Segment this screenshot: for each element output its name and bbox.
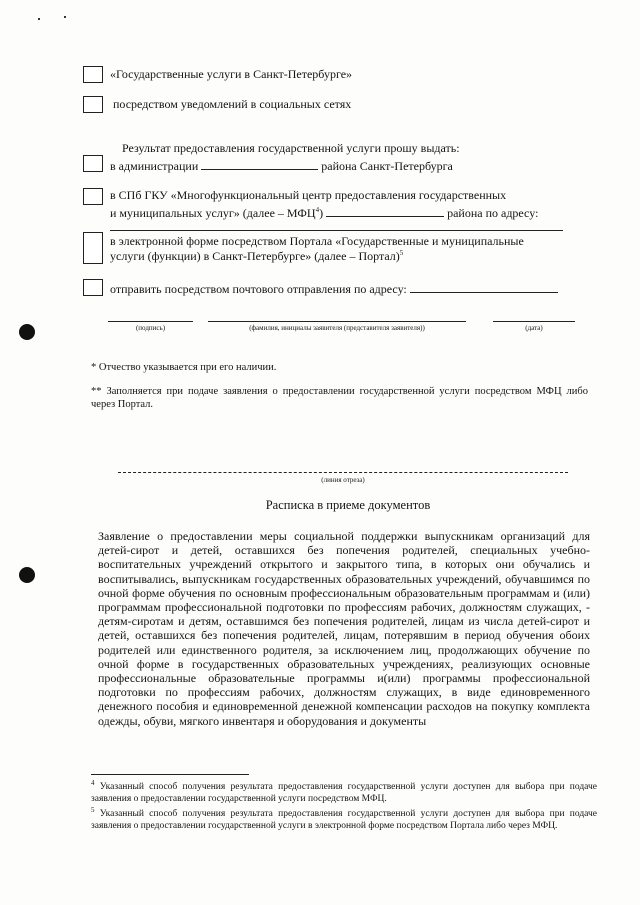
electronic-checkbox[interactable]	[83, 232, 103, 264]
admin-option	[110, 157, 453, 174]
mfc-option-line2	[110, 204, 538, 221]
mfc-checkbox[interactable]	[83, 188, 103, 205]
applicant-name-label: (фамилия, инициалы заявителя (представителя заявителя))	[249, 324, 425, 332]
footnote-separator	[91, 774, 249, 775]
mail-label: отправить посредством почтового отправления по адресу:	[110, 282, 407, 296]
portal-checkbox[interactable]	[83, 66, 103, 83]
social-option-label: посредством уведомлений в социальных сетях	[113, 97, 352, 111]
admin-checkbox[interactable]	[83, 155, 103, 172]
mfc-line2-prefix: и муниципальных услуг» (далее – МФЦ	[110, 206, 316, 220]
applicant-name-field[interactable]	[208, 321, 466, 322]
scan-speck	[38, 18, 40, 20]
date-label: (дата)	[525, 324, 543, 332]
footnote-5-text: Указанный способ получения результата предоставления государственной услуги доступен для выбора при подаче заявления о предоставлении государственной услуги в электронной форме посредством Портала либо через МФЦ.	[91, 809, 597, 831]
electronic-option-line2	[110, 249, 403, 264]
admin-suffix: района Санкт-Петербурга	[321, 159, 453, 173]
footnote-4-number: 4	[91, 778, 95, 787]
date-field[interactable]	[493, 321, 575, 322]
signature-label: (подпись)	[135, 324, 166, 332]
admin-prefix: в администрации	[110, 159, 199, 173]
footnote-ref-5: 5	[399, 249, 404, 257]
electronic-option-line1: в электронной форме посредством Портала «Государственные и муниципальные	[110, 234, 524, 248]
footnote-ref-4: 4	[315, 206, 320, 214]
mail-checkbox[interactable]	[83, 279, 103, 296]
receipt-title: Расписка в приеме документов	[265, 498, 431, 512]
footnote-5	[91, 805, 597, 832]
mfc-line2-close: )	[319, 206, 324, 220]
mail-address-field[interactable]	[410, 280, 558, 293]
district-field[interactable]	[201, 157, 318, 170]
result-heading: Результат предоставления государственной услуги прошу выдать:	[122, 141, 460, 155]
electronic-line2-text: услуги (функции) в Санкт-Петербурге» (далее – Портал)	[110, 249, 400, 263]
punch-hole	[19, 324, 35, 340]
cut-line	[118, 472, 568, 473]
footnote-5-number: 5	[91, 805, 95, 814]
mfc-district-field[interactable]	[326, 204, 444, 217]
scan-speck	[64, 16, 66, 18]
social-checkbox[interactable]	[83, 96, 103, 113]
punch-hole	[19, 567, 35, 583]
mail-option	[110, 280, 558, 297]
footnote-4-text: Указанный способ получения результата предоставления государственной услуги доступен для выбора при подаче заявления о предоставлении государственной услуги посредством МФЦ.	[91, 782, 597, 804]
mfc-line2-suffix: района по адресу:	[447, 206, 539, 220]
mfc-portal-note: ** Заполняется при подаче заявления о предоставлении государственной услуги посредством МФЦ либо через Портал.	[91, 386, 588, 410]
portal-option-label: «Государственные услуги в Санкт-Петербурге»	[110, 67, 353, 81]
receipt-body: Заявление о предоставлении меры социальной поддержки выпускникам организаций для детей-сирот и детей, оставшихся без попечения родителей, специальных учебно-воспитательных учреждений открытого и закрытого типа, в которых они обучались и воспитывались, выпускникам государственных образовательных учреждений, обучавшимся по очной форме обучения по основным профессиональным образовательным программам и (или) программам профессиональной подготовки по профессиям рабочих, должностям служащих, - детям-сиротам и детям, оставшимся без попечения родителей, лицам из числа детей-сирот и детей, оставшихся без попечения родителей, лицам, потерявшим в период обучения обоих родителей или единственного родителя, за исключением лиц, продолжающих обучение по очной форме в государственных образовательных учреждениях, реализующих основные профессиональные образовательные программы и(или) программы профессиональной подготовки по профессиям рабочих, должностям служащих, в виде единовременного денежного пособия и единовременной денежной компенсации расходов на покупку комплекта одежды, обуви, мягкого инвентаря и оборудования и документы	[98, 529, 590, 728]
signature-field[interactable]	[108, 321, 193, 322]
cut-line-label: (линия отреза)	[321, 476, 365, 484]
mfc-address-line[interactable]	[110, 230, 563, 231]
footnote-4	[91, 778, 597, 805]
patronymic-note: * Отчество указывается при его наличии.	[91, 362, 277, 373]
mfc-option-line1: в СПб ГКУ «Многофункциональный центр предоставления государственных	[110, 188, 507, 202]
